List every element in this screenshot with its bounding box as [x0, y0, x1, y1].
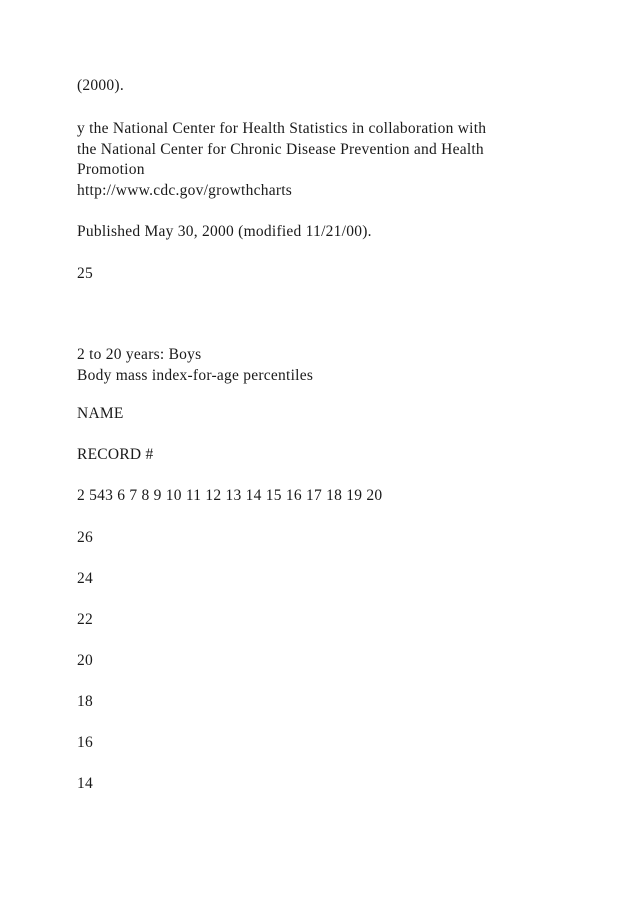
year-line: (2000).	[77, 77, 124, 94]
bmi-tick-label: 26	[77, 529, 93, 546]
published-line: Published May 30, 2000 (modified 11/21/00).	[77, 223, 372, 240]
credit-line: Promotion	[77, 161, 145, 178]
bmi-tick-label: 18	[77, 693, 93, 710]
bmi-tick-label: 16	[77, 734, 93, 751]
bmi-tick-label: 14	[77, 775, 93, 792]
credit-line: the National Center for Chronic Disease Prevention and Health	[77, 140, 484, 158]
name-label: NAME	[77, 405, 124, 422]
credit-line: y the National Center for Health Statistics in collaboration with	[77, 120, 487, 137]
chart-subtitle: Body mass index-for-age percentiles	[77, 366, 314, 384]
growthcharts-url: http://www.cdc.gov/growthcharts	[77, 181, 293, 199]
record-label: RECORD #	[77, 446, 154, 463]
bmi-tick-label: 20	[77, 652, 93, 669]
age-axis-labels: 2 543 6 7 8 9 10 11 12 13 14 15 16 17 18 19 20	[77, 487, 383, 504]
page-number: 25	[77, 265, 93, 282]
chart-title: 2 to 20 years: Boys	[77, 346, 202, 363]
bmi-tick-label: 22	[77, 611, 93, 628]
bmi-tick-label: 24	[77, 570, 93, 587]
